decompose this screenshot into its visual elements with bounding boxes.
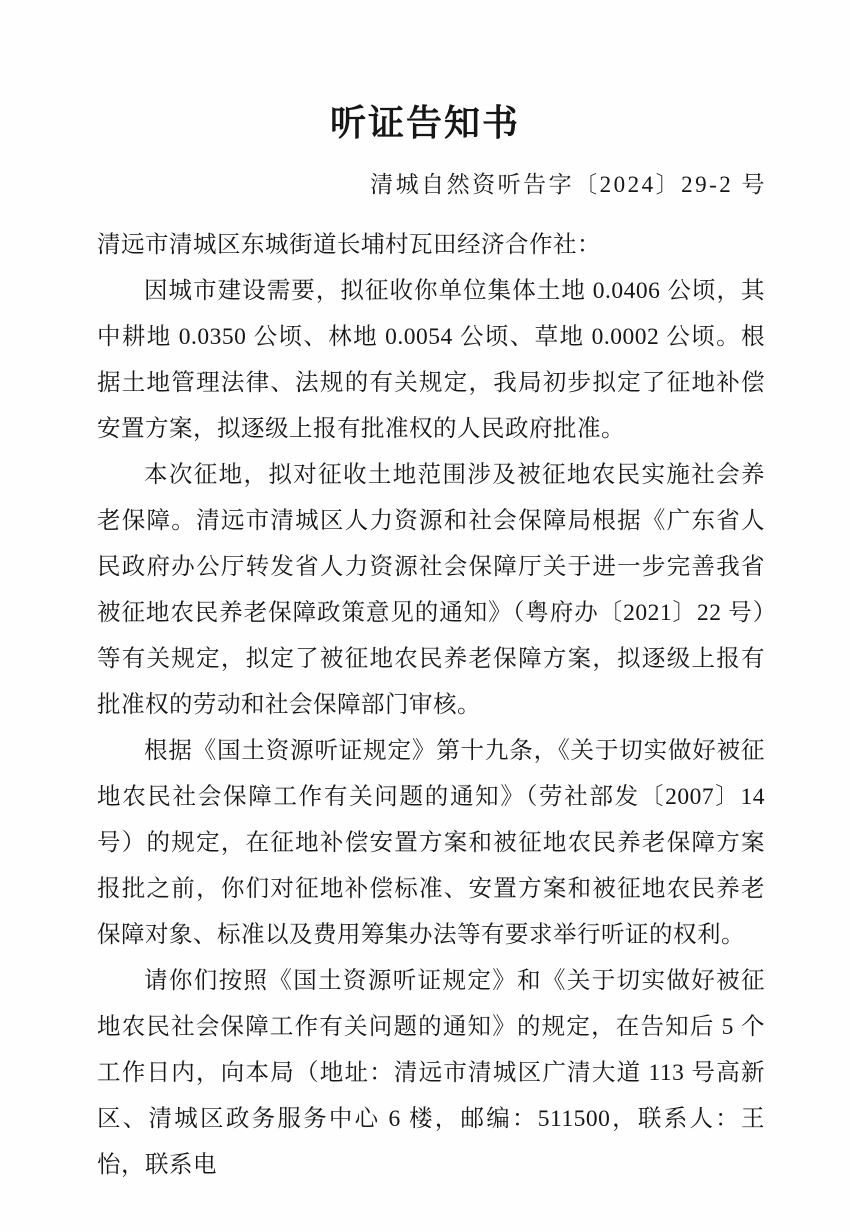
document-body: [97, 222, 765, 1188]
addressee-line: 清远市清城区东城街道长埔村瓦田经济合作社：: [97, 232, 601, 258]
body-paragraph: 因城市建设需要，拟征收你单位集体土地 0.0406 公顷，其中耕地 0.0350 公顷、林地 0.0054 公顷、草地 0.0002 公顷。根据土地管理法律、法规的有关规定，我局初步拟定了征地补偿安置方案，拟逐级上报有批准权的人民政府批准。: [97, 278, 765, 442]
document-number: 清城自然资听告字〔2024〕29-2 号: [370, 172, 767, 197]
body-paragraph: 请你们按照《国土资源听证规定》和《关于切实做好被征地农民社会保障工作有关问题的通知》的规定，在告知后 5 个工作日内，向本局（地址：清远市清城区广清大道 113 号高新区、清城区政务服务中心 6 楼，邮编：511500，联系人：王怡，联系电: [97, 968, 765, 1178]
document-title: 听证告知书: [329, 103, 520, 143]
body-paragraph: 本次征地，拟对征收土地范围涉及被征地农民实施社会养老保障。清远市清城区人力资源和社会保障局根据《广东省人民政府办公厅转发省人力资源社会保障厅关于进一步完善我省被征地农民养老保障政策意见的通知》（粤府办〔2021〕22 号）等有关规定，拟定了被征地农民养老保障方案，拟逐级上报有批准权的劳动和社会保障部门审核。: [97, 462, 765, 718]
body-paragraph: 根据《国土资源听证规定》第十九条，《关于切实做好被征地农民社会保障工作有关问题的通知》（劳社部发〔2007〕14 号）的规定，在征地补偿安置方案和被征地农民养老保障方案报批之前，你们对征地补偿标准、安置方案和被征地农民养老保障对象、标准以及费用筹集办法等有要求举行听证的权利。: [97, 738, 765, 948]
